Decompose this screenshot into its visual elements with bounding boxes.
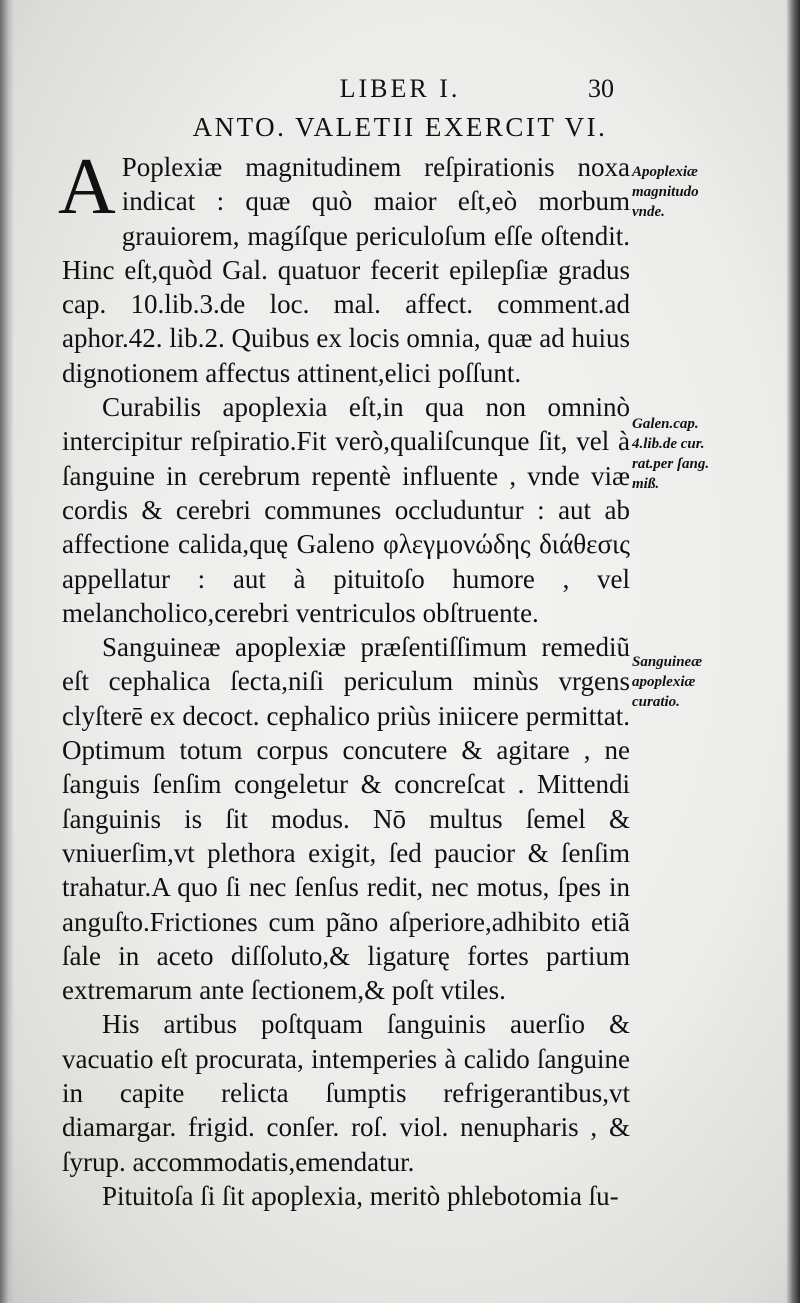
margin-note-line: vnde.: [632, 204, 665, 220]
margin-note-sanguinea: [632, 652, 792, 712]
page-gutter-shadow: [0, 0, 14, 1303]
paragraph-3: Sanguineæ apoplexiæ præſentiſſimum remediũ eſt cephalica ſecta,niſi periculum minùs vrgens clyſterē ex decoct. cephalico priùs iniicere permittat. Optimum totum corpus concutere & agitare , ne ſanguis ſenſim congeletur & concreſcat . Mittendi ſanguinis is ſit modus. Nō multus ſemel & vniuerſim,vt plethora exigit, ſed paucior & ſenſim trahatur.A quo ſi nec ſenſus redit, nec motus, ſpes in anguſto.Frictiones cum pãno aſperiore,adhibito etiã ſale in aceto diſſoluto,& ligaturę fortes partium extremarum ante ſectionem,& poſt vtiles.: [62, 632, 630, 1006]
paragraph-1: [58, 143, 630, 390]
margin-note-line: rat.per ſang.: [632, 456, 710, 472]
section-title: ANTO. VALETII EXERCIT VI.: [192, 112, 608, 142]
running-head: [0, 74, 800, 104]
margin-note-line: Sanguineæ: [632, 654, 703, 670]
margin-note-line: 4.lib.de cur.: [632, 436, 705, 452]
margin-note-line: apoplexiæ: [632, 674, 696, 690]
margin-note-line: curatio.: [632, 694, 680, 710]
paragraph-2: Curabilis apoplexia eſt,in qua non omninò intercipitur reſpiratio.Fit verò,qualiſcunque ſit, vel à ſanguine in cerebrum repentè influente , vnde viæ cordis & cerebri communes occluduntur : aut ab affectione calida,quę Galeno φλεγμονώδης διάθεσις appellatur : aut à pituitoſo humore , vel melancholico,cerebri ventriculos obſtruente.: [62, 392, 630, 628]
margin-note-line: miß.: [632, 476, 660, 492]
margin-note-galen: [632, 414, 792, 494]
margin-note-line: Galen.cap.: [632, 416, 699, 432]
paragraph-4: His artibus poſtquam ſanguinis auerſio & vacuatio eſt procurata, intemperies à calido ſanguine in capite relicta ſumptis refrigerantibus,vt diamargar. frigid. conſer. roſ. viol. nenupharis , & ſyrup. accommodatis,emendatur.: [62, 1009, 630, 1177]
margin-note-line: Apoplexiæ: [632, 164, 698, 180]
page-number: 30: [588, 74, 614, 103]
margin-note-apoplexia: [632, 162, 792, 222]
paragraph-5: Pituitoſa ſi ſit apoplexia, meritò phlebotomia ſu-: [102, 1180, 619, 1211]
main-text: [58, 143, 630, 1213]
running-head-title: LIBER I.: [339, 74, 461, 103]
drop-cap-initial: A: [58, 143, 116, 231]
margin-note-line: magnitudo: [632, 184, 699, 200]
paragraph-1-text: Poplexiæ magnitudinem reſpirationis noxa indicat : quæ quò maior eſt,eò morbum grauiorem, magíſque periculoſum eſſe oſtendit. Hinc eſt,quòd Gal. quatuor fecerit epilepſiæ gradus cap. 10.lib.3.de loc. mal. affect. comment.ad aphor.42. lib.2. Quibus ex locis omnia, quæ ad huius dignotionem affectus attinent,elici poſſunt.: [62, 152, 630, 388]
